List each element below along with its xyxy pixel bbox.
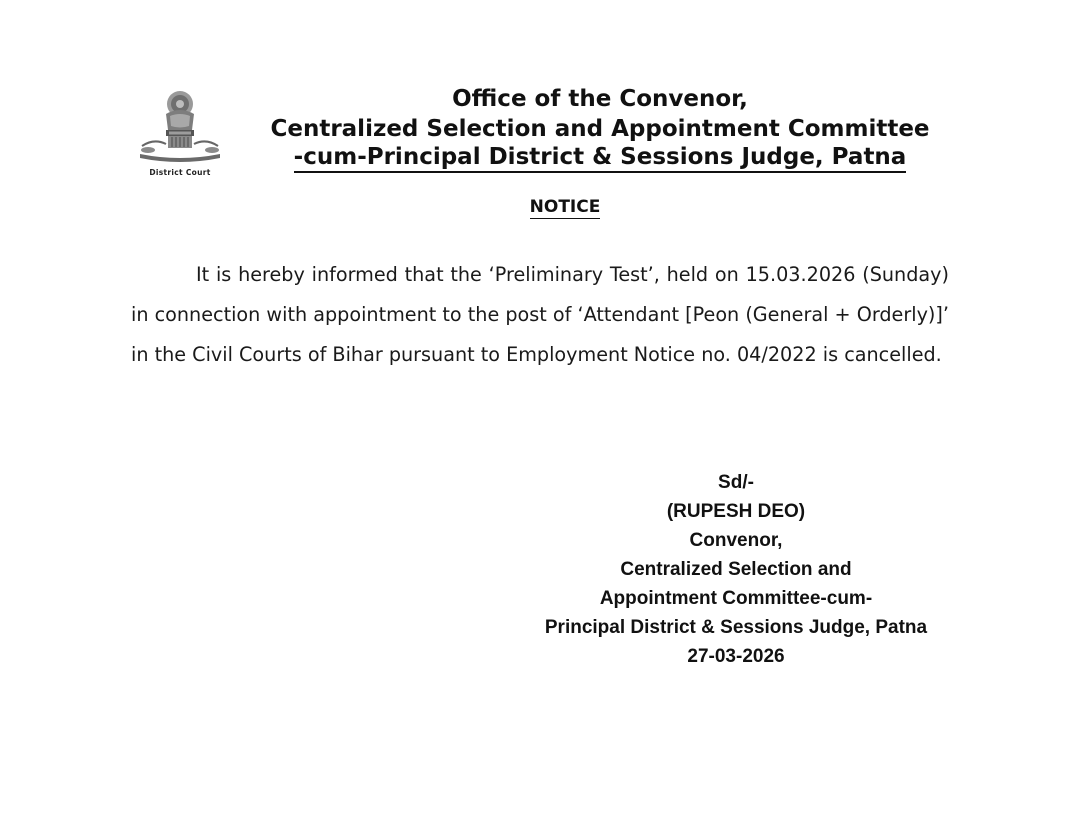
signatory-designation-3: Appointment Committee-cum- bbox=[599, 588, 873, 609]
header-line-1: Office of the Convenor, bbox=[452, 86, 748, 112]
notice-body: It is hereby informed that the ‘Preliminary Test’, held on 15.03.2026 (Sunday) in connection with appointment to the post of ‘Attendant [Peon (General + Orderly)]’ in the Civil Courts of Bihar pursuant to Employment Notice no. 04/2022 is cancelled. bbox=[131, 263, 949, 366]
signatory-designation-4: Principal District & Sessions Judge, Patna bbox=[544, 617, 928, 638]
signatory-designation-1: Convenor, bbox=[689, 530, 783, 551]
signatory-name: (RUPESH DEO) bbox=[666, 501, 806, 522]
header-line-2: Centralized Selection and Appointment Committee bbox=[270, 116, 930, 142]
ashoka-emblem-icon bbox=[136, 86, 224, 166]
signature-date: 27-03-2026 bbox=[687, 646, 785, 667]
header-line-3: -cum-Principal District & Sessions Judge, Patna bbox=[294, 144, 907, 173]
signature-sd: Sd/- bbox=[718, 472, 754, 493]
emblem-caption: District Court bbox=[149, 168, 211, 177]
notice-title bbox=[0, 197, 1080, 219]
signatory-designation-2: Centralized Selection and bbox=[620, 559, 852, 580]
office-header bbox=[230, 84, 970, 173]
district-court-emblem bbox=[136, 86, 224, 180]
signature-block bbox=[520, 468, 952, 671]
notice-title-text: NOTICE bbox=[529, 197, 601, 217]
